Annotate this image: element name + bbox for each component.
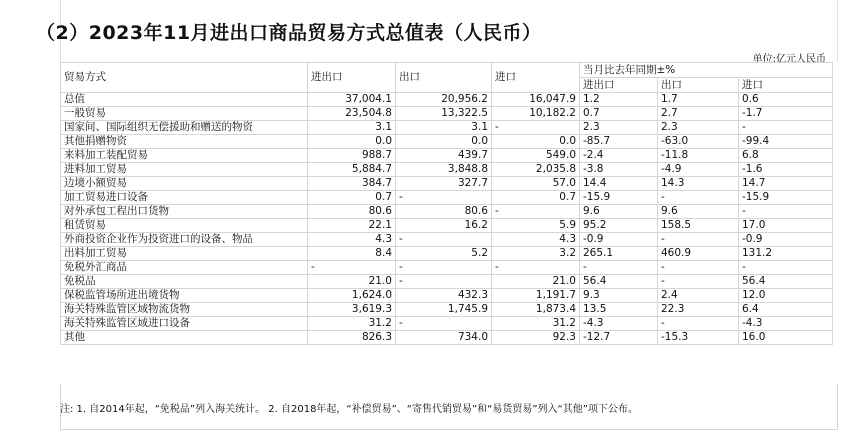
cell-yoy-import: 6.8	[739, 149, 833, 163]
table-row	[61, 289, 833, 303]
cell-export: -	[396, 233, 492, 247]
header-import: 进口	[492, 63, 580, 93]
cell-yoy-import: -	[739, 261, 833, 275]
cell-import: 92.3	[492, 331, 580, 345]
cell-export: 13,322.5	[396, 107, 492, 121]
cell-total: 31.2	[308, 317, 396, 331]
cell-yoy-import: 17.0	[739, 219, 833, 233]
cell-total: 37,004.1	[308, 93, 396, 107]
row-name: 总值	[61, 93, 308, 107]
table-row	[61, 303, 833, 317]
cell-import: -	[492, 121, 580, 135]
row-name: 加工贸易进口设备	[61, 191, 308, 205]
header-total: 进出口	[308, 63, 396, 93]
cell-yoy-export: 14.3	[658, 177, 739, 191]
cell-yoy-total: -15.9	[580, 191, 658, 205]
cell-yoy-export: 22.3	[658, 303, 739, 317]
cell-total: 22.1	[308, 219, 396, 233]
cell-total: 80.6	[308, 205, 396, 219]
table-row	[61, 107, 833, 121]
cell-export: -	[396, 275, 492, 289]
cell-export: -	[396, 317, 492, 331]
cell-import: 57.0	[492, 177, 580, 191]
cell-yoy-export: 2.4	[658, 289, 739, 303]
cell-total: 5,884.7	[308, 163, 396, 177]
cell-total: 4.3	[308, 233, 396, 247]
cell-yoy-import: -4.3	[739, 317, 833, 331]
cell-yoy-total: 13.5	[580, 303, 658, 317]
cell-yoy-export: -	[658, 261, 739, 275]
row-name: 国家间、国际组织无偿援助和赠送的物资	[61, 121, 308, 135]
table-row	[61, 191, 833, 205]
table-row	[61, 205, 833, 219]
header-yoy: 当月比去年同期±%	[580, 63, 833, 78]
table-row	[61, 219, 833, 233]
table-row	[61, 275, 833, 289]
cell-yoy-export: -4.9	[658, 163, 739, 177]
cell-yoy-total: -0.9	[580, 233, 658, 247]
header-row-1	[61, 63, 833, 78]
cell-import: 5.9	[492, 219, 580, 233]
cell-total: 8.4	[308, 247, 396, 261]
cell-export: 20,956.2	[396, 93, 492, 107]
cell-total: 0.0	[308, 135, 396, 149]
cell-import: 549.0	[492, 149, 580, 163]
cell-yoy-total: 9.3	[580, 289, 658, 303]
cell-yoy-total: -85.7	[580, 135, 658, 149]
cell-export: 327.7	[396, 177, 492, 191]
cell-yoy-import: 56.4	[739, 275, 833, 289]
cell-import: 3.2	[492, 247, 580, 261]
cell-yoy-total: -2.4	[580, 149, 658, 163]
cell-total: 21.0	[308, 275, 396, 289]
cell-total: 23,504.8	[308, 107, 396, 121]
row-name: 海关特殊监管区域物流货物	[61, 303, 308, 317]
cell-yoy-export: -15.3	[658, 331, 739, 345]
row-name: 免税外汇商品	[61, 261, 308, 275]
cell-yoy-import: -1.7	[739, 107, 833, 121]
table-row	[61, 261, 833, 275]
cell-total: 988.7	[308, 149, 396, 163]
row-name: 进料加工贸易	[61, 163, 308, 177]
row-name: 一般贸易	[61, 107, 308, 121]
cell-import: 0.7	[492, 191, 580, 205]
cell-yoy-export: -63.0	[658, 135, 739, 149]
cell-total: 3,619.3	[308, 303, 396, 317]
row-name: 出料加工贸易	[61, 247, 308, 261]
cell-import: 0.0	[492, 135, 580, 149]
cell-import: 31.2	[492, 317, 580, 331]
cell-yoy-total: -	[580, 261, 658, 275]
cell-export: 3.1	[396, 121, 492, 135]
cell-yoy-export: 2.7	[658, 107, 739, 121]
cell-yoy-import: -1.6	[739, 163, 833, 177]
row-name: 对外承包工程出口货物	[61, 205, 308, 219]
cell-yoy-import: -0.9	[739, 233, 833, 247]
cell-export: 432.3	[396, 289, 492, 303]
cell-import: 2,035.8	[492, 163, 580, 177]
cell-import: -	[492, 261, 580, 275]
table-row	[61, 233, 833, 247]
cell-yoy-total: 1.2	[580, 93, 658, 107]
row-name: 租赁贸易	[61, 219, 308, 233]
cell-yoy-total: 2.3	[580, 121, 658, 135]
row-name: 海关特殊监管区域进口设备	[61, 317, 308, 331]
cell-yoy-total: 56.4	[580, 275, 658, 289]
table-row	[61, 331, 833, 345]
cell-total: -	[308, 261, 396, 275]
cell-yoy-export: 158.5	[658, 219, 739, 233]
row-name: 来料加工装配贸易	[61, 149, 308, 163]
table-row	[61, 177, 833, 191]
cell-total: 384.7	[308, 177, 396, 191]
cell-yoy-import: -	[739, 121, 833, 135]
row-name: 其他	[61, 331, 308, 345]
cell-export: 3,848.8	[396, 163, 492, 177]
table-row	[61, 135, 833, 149]
cell-import: 10,182.2	[492, 107, 580, 121]
cell-yoy-total: -12.7	[580, 331, 658, 345]
header-yoy-total: 进出口	[580, 78, 658, 93]
cell-yoy-total: 0.7	[580, 107, 658, 121]
row-name: 保税监管场所进出境货物	[61, 289, 308, 303]
cell-yoy-import: -99.4	[739, 135, 833, 149]
cell-yoy-import: -15.9	[739, 191, 833, 205]
cell-yoy-export: -	[658, 233, 739, 247]
header-yoy-export: 出口	[658, 78, 739, 93]
cell-export: 734.0	[396, 331, 492, 345]
cell-export: 16.2	[396, 219, 492, 233]
cell-yoy-total: 95.2	[580, 219, 658, 233]
cell-export: -	[396, 191, 492, 205]
table-row	[61, 149, 833, 163]
cell-yoy-export: -11.8	[658, 149, 739, 163]
cell-total: 3.1	[308, 121, 396, 135]
table-row	[61, 93, 833, 107]
cell-export: 5.2	[396, 247, 492, 261]
cell-yoy-export: 460.9	[658, 247, 739, 261]
unit-label: 单位:亿元人民币	[752, 54, 826, 65]
page-title: （2）2023年11月进出口商品贸易方式总值表（人民币）	[36, 22, 542, 44]
cell-import: 4.3	[492, 233, 580, 247]
row-name: 外商投资企业作为投资进口的设备、物品	[61, 233, 308, 247]
cell-yoy-export: 2.3	[658, 121, 739, 135]
cell-export: -	[396, 261, 492, 275]
table-row	[61, 247, 833, 261]
cell-yoy-export: 9.6	[658, 205, 739, 219]
cell-export: 439.7	[396, 149, 492, 163]
cell-yoy-total: 14.4	[580, 177, 658, 191]
cell-yoy-import: 6.4	[739, 303, 833, 317]
cell-export: 0.0	[396, 135, 492, 149]
row-name: 其他捐赠物资	[61, 135, 308, 149]
footnote: 注: 1. 自2014年起，“免税品”列入海关统计。 2. 自2018年起，“补偿贸易”、“寄售代销贸易”和“易货贸易”列入“其他”项下公布。	[60, 404, 638, 415]
cell-yoy-import: 131.2	[739, 247, 833, 261]
cell-total: 826.3	[308, 331, 396, 345]
cell-export: 80.6	[396, 205, 492, 219]
cell-yoy-import: -	[739, 205, 833, 219]
cell-yoy-export: 1.7	[658, 93, 739, 107]
header-yoy-import: 进口	[739, 78, 833, 93]
cell-import: 16,047.9	[492, 93, 580, 107]
cell-total: 0.7	[308, 191, 396, 205]
header-mode: 贸易方式	[61, 63, 308, 93]
trade-table	[60, 62, 833, 345]
cell-import: 21.0	[492, 275, 580, 289]
cell-yoy-import: 12.0	[739, 289, 833, 303]
cell-yoy-import: 16.0	[739, 331, 833, 345]
table-row	[61, 121, 833, 135]
cell-yoy-export: -	[658, 317, 739, 331]
table-row	[61, 163, 833, 177]
cell-total: 1,624.0	[308, 289, 396, 303]
row-name: 免税品	[61, 275, 308, 289]
cell-yoy-export: -	[658, 191, 739, 205]
cell-export: 1,745.9	[396, 303, 492, 317]
cell-yoy-import: 14.7	[739, 177, 833, 191]
cell-import: -	[492, 205, 580, 219]
cell-yoy-total: -4.3	[580, 317, 658, 331]
header-export: 出口	[396, 63, 492, 93]
cell-import: 1,191.7	[492, 289, 580, 303]
cell-yoy-export: -	[658, 275, 739, 289]
table-row	[61, 317, 833, 331]
cell-import: 1,873.4	[492, 303, 580, 317]
cell-yoy-total: -3.8	[580, 163, 658, 177]
cell-yoy-total: 265.1	[580, 247, 658, 261]
row-name: 边境小额贸易	[61, 177, 308, 191]
cell-yoy-import: 0.6	[739, 93, 833, 107]
cell-yoy-total: 9.6	[580, 205, 658, 219]
